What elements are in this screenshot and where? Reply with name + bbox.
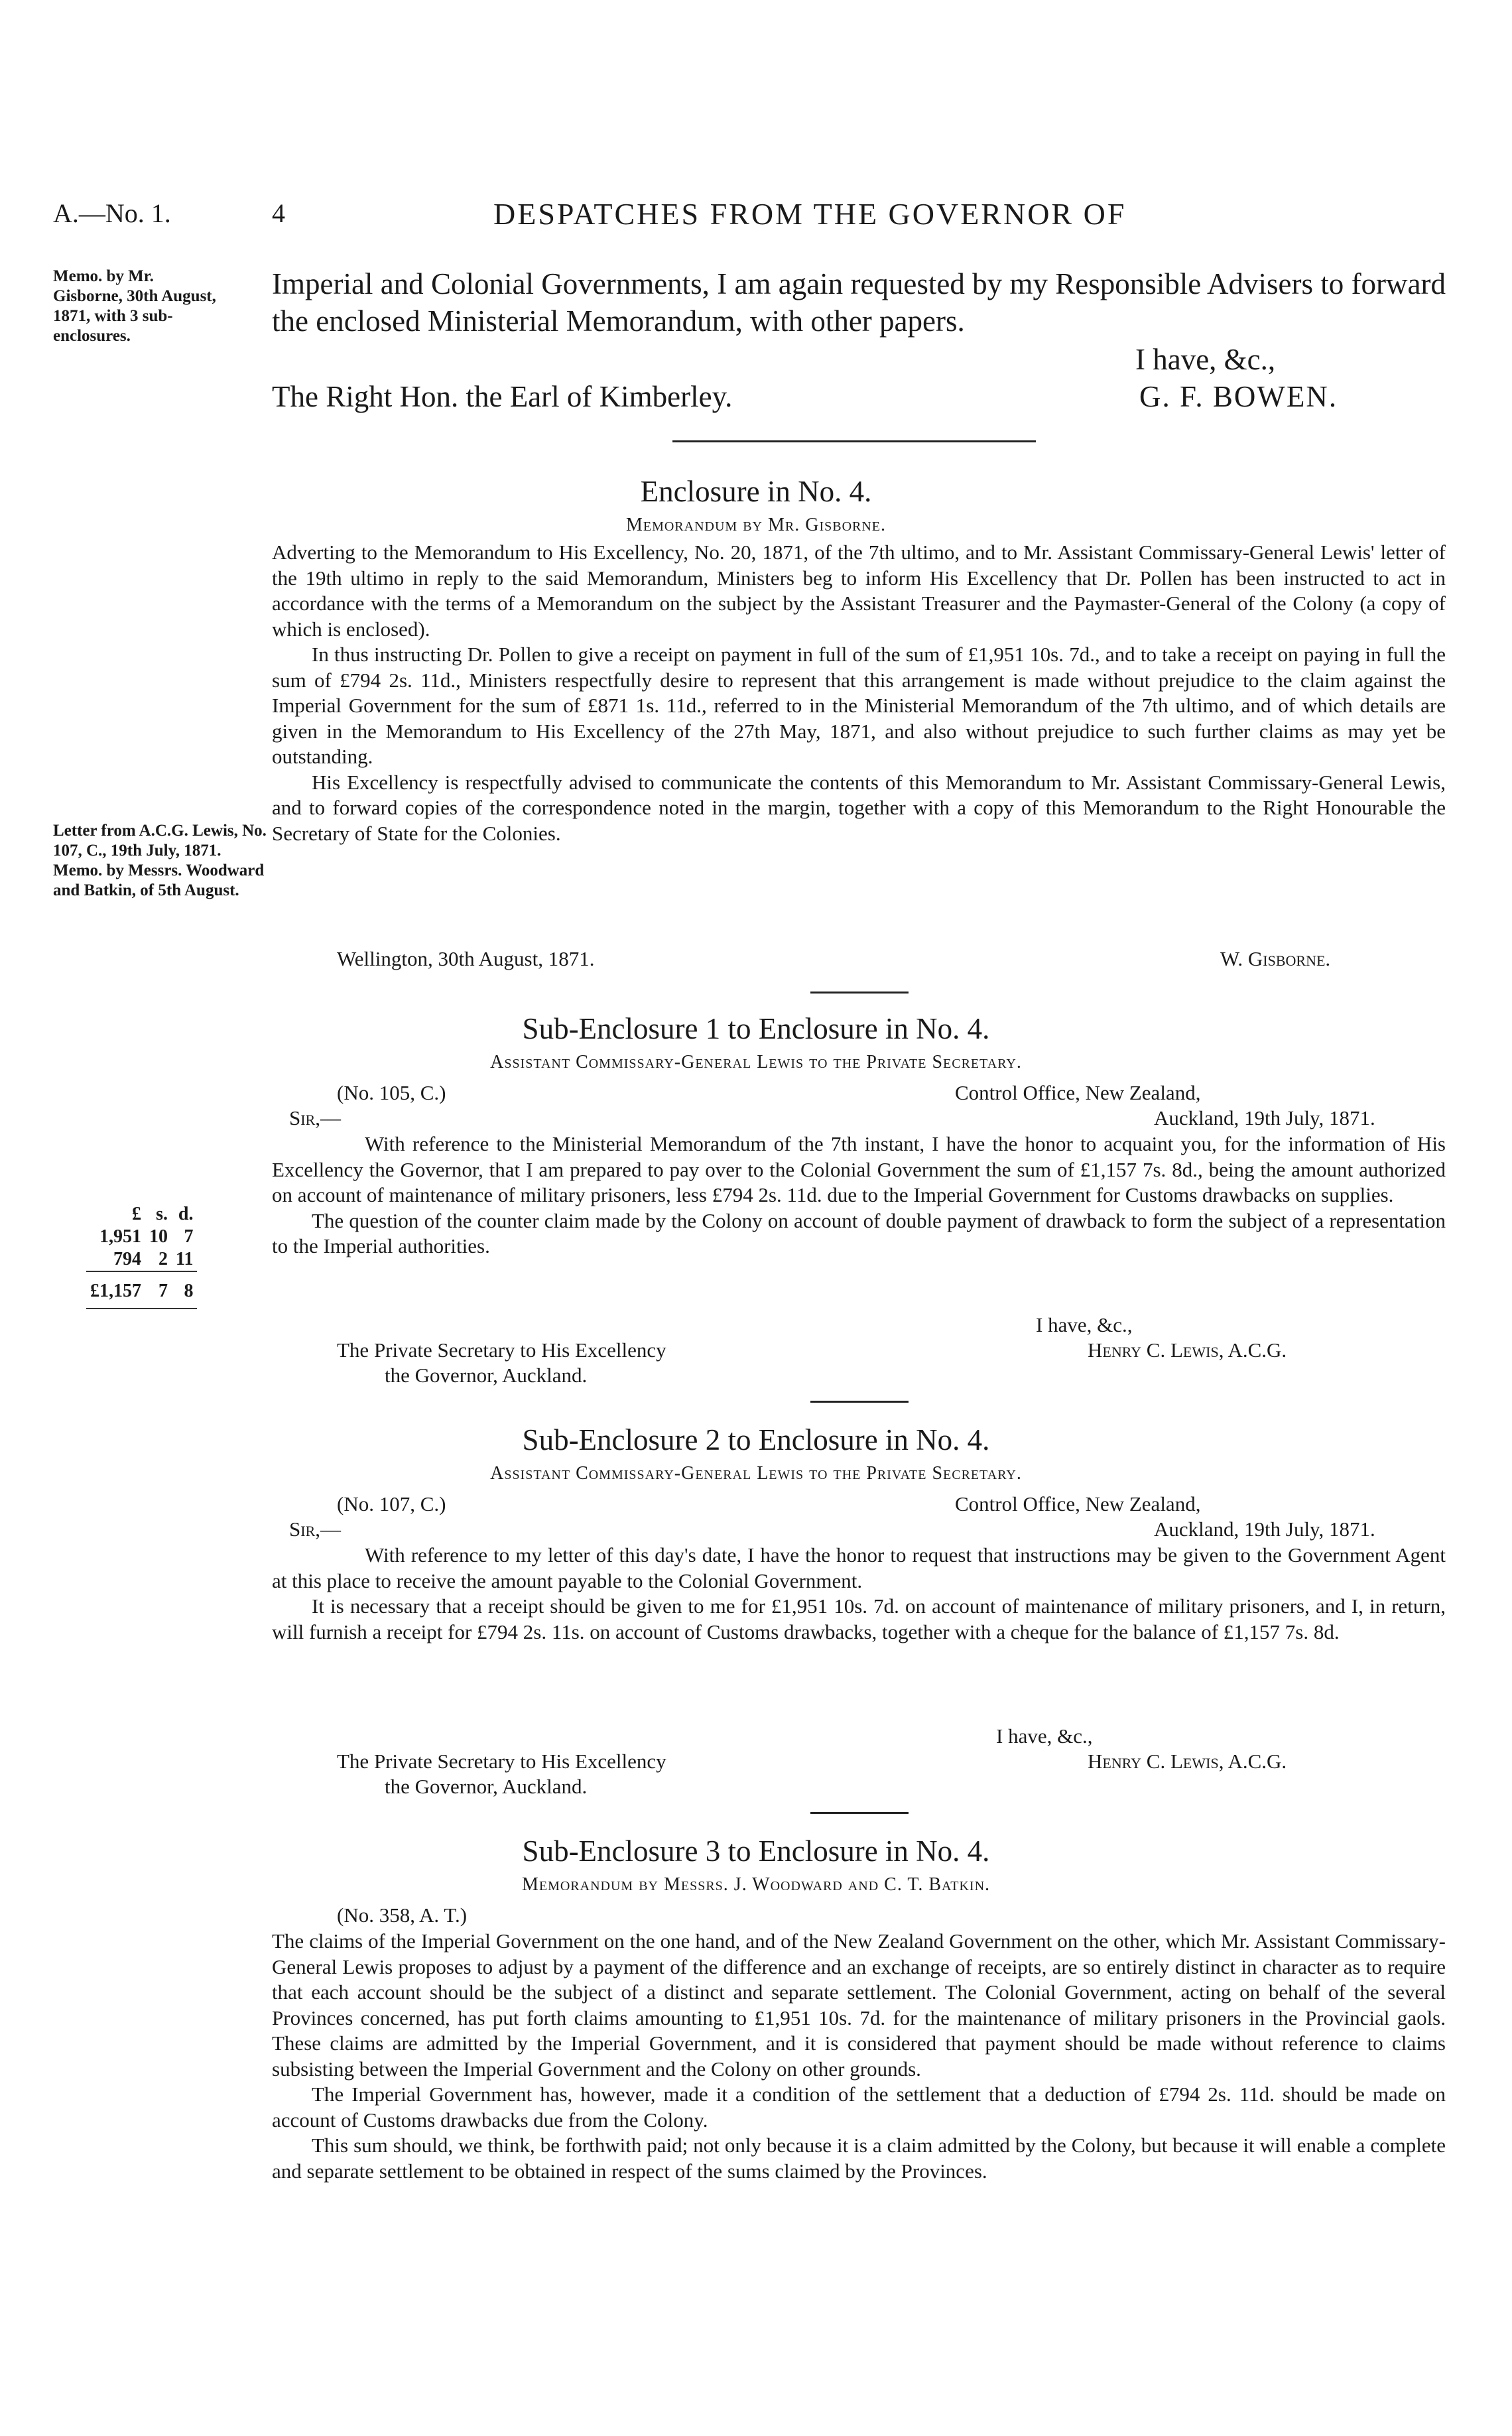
sub2-ref: (No. 107, C.) (337, 1492, 446, 1515)
sub2-addressee: The Private Secretary to His Excellency (337, 1750, 666, 1773)
enclosure-paragraph: His Excellency is respectfully advised to communicate the contents of this Memorandum to Mr. Assistant Commissary-General Lewis, and to forward copies of the correspondence noted in the margin, together with a copy of this Memorandum to the Right Honourable the Secretary of State for the Colonies. (272, 770, 1446, 845)
money-total: 7 (158, 1281, 168, 1301)
sub2-office: Control Office, New Zealand, (955, 1492, 1201, 1515)
sub2-date: Auckland, 19th July, 1871. (1154, 1517, 1375, 1541)
sub1-signature: Henry C. Lewis, A.C.G. (1088, 1338, 1287, 1362)
sub1-paragraph: The question of the counter claim made by the Colony on account of double payment of drawback to form the subject of a representation to the Imperial authorities. (272, 1208, 1446, 1257)
enclosure-signature: W. Gisborne. (1220, 947, 1331, 970)
money-header: s. (156, 1204, 168, 1224)
money-cell: 2 (158, 1249, 168, 1269)
enclosure-subtitle: Memorandum by Mr. Gisborne. (625, 515, 887, 535)
divider (810, 1401, 909, 1403)
sub1-subtitle: Assistant Commissary-General Lewis to the Private Secretary. (490, 1052, 1022, 1072)
sub3-subtitle: Memorandum by Messrs. J. Woodward and C. T. Batkin. (521, 1874, 991, 1895)
series-number: A.—No. 1. (53, 198, 171, 228)
sub1-heading: Sub-Enclosure 1 to Enclosure in No. 4. (522, 1012, 990, 1045)
sub3-paragraph: This sum should, we think, be forthwith paid; not only because it is a claim admitted by the Colony, but because it will enable a complete and separate settlement to be obtained in respect of the sums claimed by the Provinces. (272, 2134, 1446, 2183)
sub2-paragraph: It is necessary that a receipt should be given to me for £1,951 10s. 7d. on account of maintenance of military prisoners, and I, in return, will furnish a receipt for £794 2s. 11s. on account of Customs drawbacks, together with a cheque for the balance of £1,157 7s. 8d. (272, 1594, 1446, 1643)
divider (810, 1812, 909, 1814)
margin-money-table (86, 1203, 197, 1309)
money-cell: 1,951 (99, 1226, 141, 1247)
enclosure-place-date: Wellington, 30th August, 1871. (337, 947, 595, 970)
sub2-addressee-line2: the Governor, Auckland. (385, 1775, 588, 1798)
sub2-salutation: Sir,— (289, 1517, 341, 1541)
sub1-date: Auckland, 19th July, 1871. (1154, 1106, 1375, 1129)
margin-note-letter: Letter from A.C.G. Lewis, No. 107, C., 19th July, 1871. Memo. by Messrs. Woodward and Batkin, of 5th August. (53, 822, 267, 899)
enclosure-paragraph: Adverting to the Memorandum to His Excellency, No. 20, 1871, of the 7th ultimo, and to Mr. Assistant Commissary-General Lewis' letter of the 19th ultimo in reply to the said Memorandum, Ministers beg to inform His Excellency that Dr. Pollen has been instructed to act in accordance with the terms of a Memorandum on the subject by the Assistant Treasurer and the Paymaster-General of the Colony (a copy of which is enclosed). (272, 541, 1446, 641)
sub1-addressee-line2: the Governor, Auckland. (385, 1364, 588, 1387)
money-total: 8 (184, 1281, 194, 1301)
money-cell: 7 (184, 1226, 194, 1247)
opening-addressee: The Right Hon. the Earl of Kimberley. (272, 380, 733, 413)
sub3-ref: (No. 358, A. T.) (337, 1903, 468, 1927)
sub2-body (272, 1543, 1446, 1645)
enclosure-heading: Enclosure in No. 4. (640, 475, 872, 508)
sub3-paragraph: The Imperial Government has, however, made it a condition of the settlement that a deduction of £794 2s. 11d. should be made on account of Customs drawbacks due from the Colony. (272, 2083, 1446, 2132)
sub1-office: Control Office, New Zealand, (955, 1081, 1201, 1104)
page-title: DESPATCHES FROM THE GOVERNOR OF (493, 197, 1127, 231)
sub1-body (272, 1131, 1446, 1259)
sub1-paragraph: With reference to the Ministerial Memorandum of the 7th instant, I have the honor to acquaint you, for the information of His Excellency the Governor, that I am prepared to pay over to the Colonial Government the sum of £1,157 7s. 8d., being the amount authorized on account of maintenance of military prisoners, less £794 2s. 11d. due to the Imperial Government for Customs drawbacks on supplies. (272, 1132, 1446, 1206)
divider (672, 440, 1036, 442)
opening-text: Imperial and Colonial Governments, I am again requested by my Responsible Advisers to forward the enclosed Ministerial Memorandum, with other papers. (272, 267, 1446, 338)
divider (810, 992, 909, 994)
sub1-closing: I have, &c., (1036, 1313, 1133, 1336)
enclosure-body (272, 540, 1446, 846)
sub3-heading: Sub-Enclosure 3 to Enclosure in No. 4. (522, 1834, 990, 1868)
money-total: £1,157 (90, 1281, 141, 1301)
enclosure-paragraph: In thus instructing Dr. Pollen to give a receipt on payment in full of the sum of £1,951 10s. 7d., and to take a receipt on paying in full the sum of £794 2s. 11d., Ministers respectfully desire to represent that this arrangement is made without prejudice to the claim against the Imperial Government for the sum of £871 1s. 11d., referred to in the Ministerial Memorandum of the 7th ultimo, and of which details are given in the Memorandum to His Excellency of the 27th May, 1871, and also without prejudice to such further claims as may yet be outstanding. (272, 643, 1446, 768)
money-cell: 10 (149, 1226, 168, 1247)
sub1-addressee: The Private Secretary to His Excellency (337, 1338, 666, 1362)
sub2-signature: Henry C. Lewis, A.C.G. (1088, 1750, 1287, 1773)
opening-closing: I have, &c., (1135, 343, 1276, 376)
opening-signature: G. F. BOWEN. (1139, 380, 1338, 413)
sub2-subtitle: Assistant Commissary-General Lewis to the Private Secretary. (490, 1463, 1022, 1484)
sub1-ref: (No. 105, C.) (337, 1081, 446, 1104)
money-cell: 11 (176, 1249, 194, 1269)
sub3-paragraph: The claims of the Imperial Government on the one hand, and of the New Zealand Government on the other, which Mr. Assistant Commissary-General Lewis proposes to adjust by a payment of the difference and an exchange of receipts, are so entirely distinct in character as to require that each account should be the subject of a distinct and separate settlement. The Colonial Government, acting on behalf of the several Provinces concerned, has put forth claims amounting to £1,951 10s. 7d. for the maintenance of military prisoners in the Provincial gaols. These claims are admitted by the Imperial Government, and it is considered that payment should be made without reference to claims subsisting between the Imperial Government and the Colony on other grounds. (272, 1929, 1446, 2081)
money-header: £ (132, 1204, 141, 1224)
sub1-salutation: Sir,— (289, 1106, 341, 1129)
sub2-closing: I have, &c., (996, 1724, 1093, 1748)
sub2-heading: Sub-Enclosure 2 to Enclosure in No. 4. (522, 1423, 990, 1456)
page-number: 4 (272, 198, 285, 228)
money-cell: 794 (113, 1249, 141, 1269)
sub3-body (272, 1929, 1446, 2184)
money-header: d. (178, 1204, 194, 1224)
margin-note-memo: Memo. by Mr. Gisborne, 30th August, 1871, with 3 sub-enclosures. (53, 267, 216, 345)
sub2-paragraph: With reference to my letter of this day's date, I have the honor to request that instructions may be given to the Government Agent at this place to receive the amount payable to the Colonial Government. (272, 1543, 1446, 1592)
